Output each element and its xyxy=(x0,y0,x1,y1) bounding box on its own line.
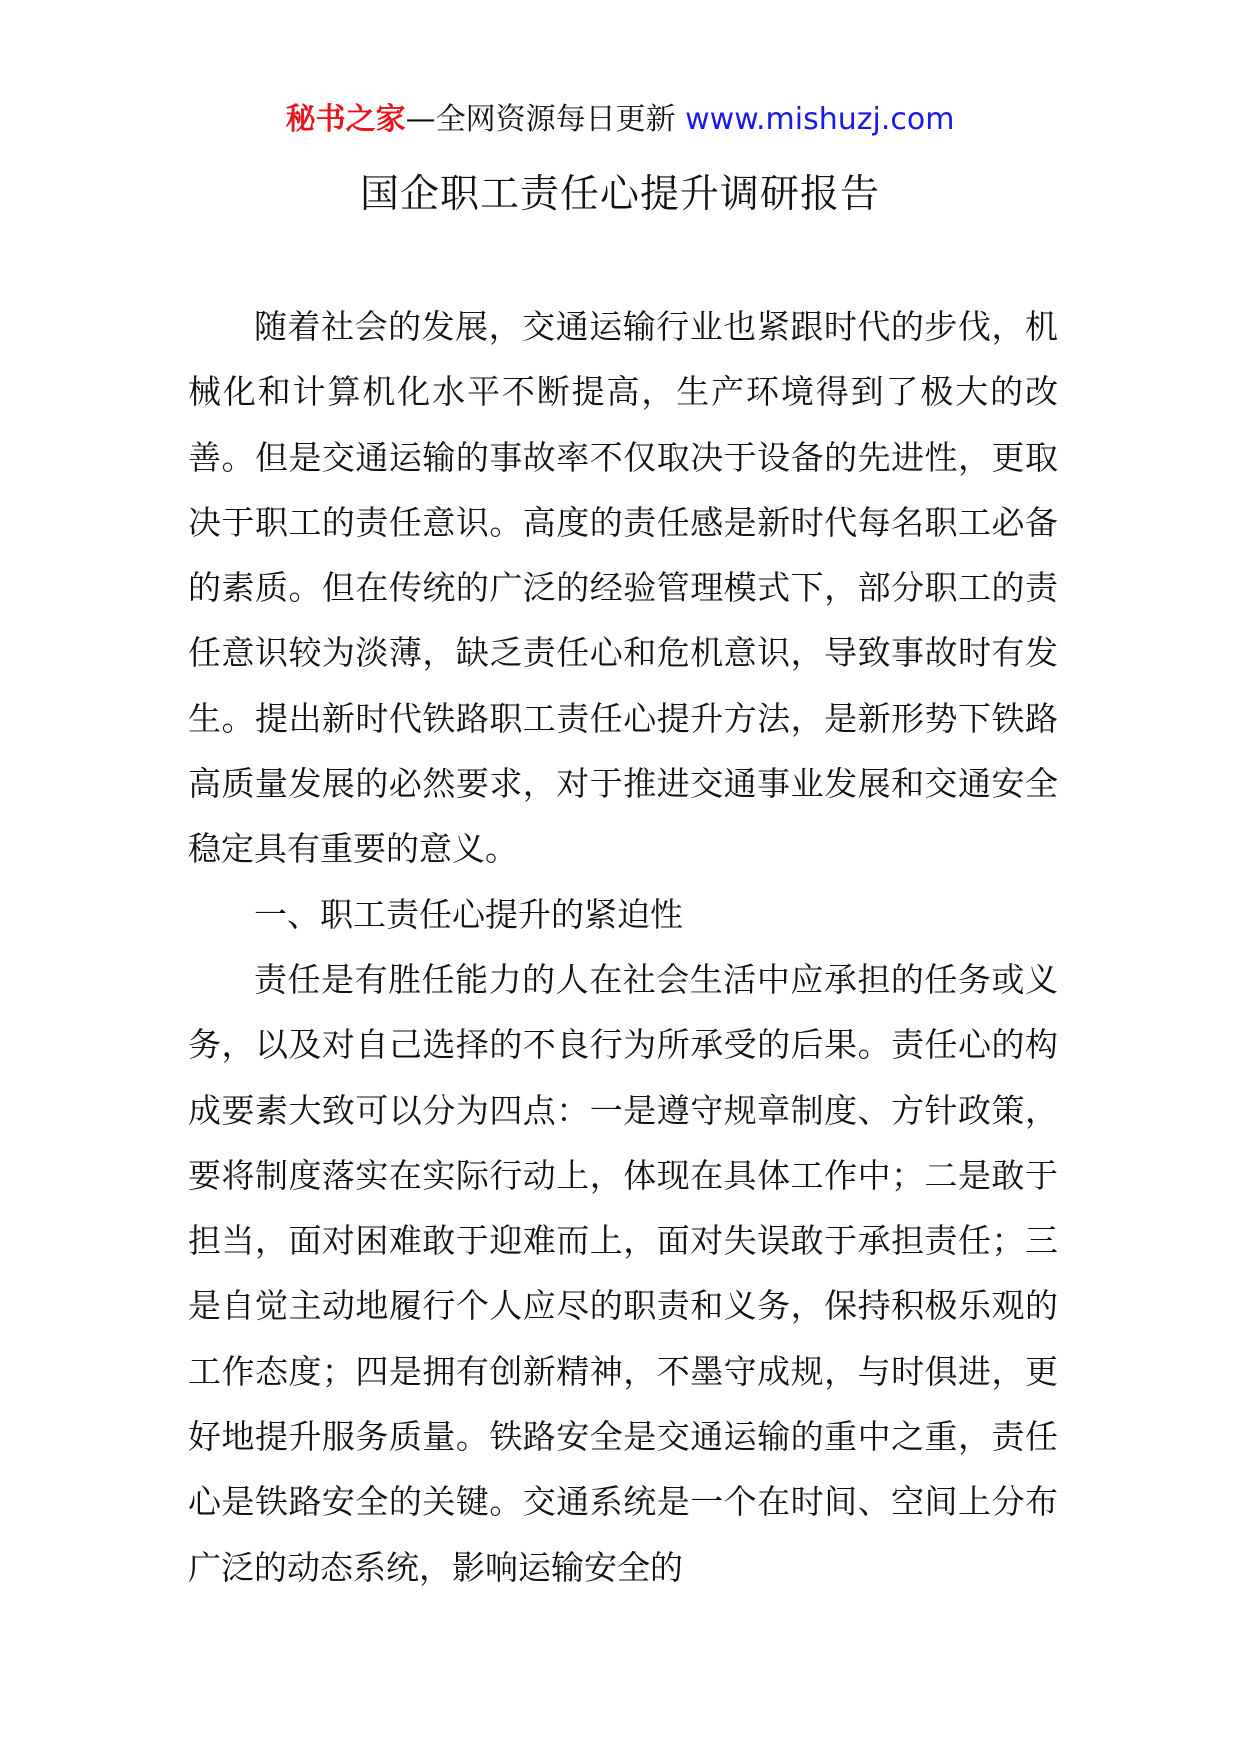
document-body xyxy=(188,294,1058,1600)
header-slogan: —全网资源每日更新 xyxy=(405,102,686,137)
section-heading-1: 一、职工责任心提升的紧迫性 xyxy=(254,894,683,934)
paragraph-intro: 随着社会的发展，交通运输行业也紧跟时代的步伐，机械化和计算机化水平不断提高，生产环境得到了极大的改善。但是交通运输的事故率不仅取决于设备的先进性，更取决于职工的责任意识。高度的责任感是新时代每名职工必备的素质。但在传统的广泛的经验管理模式下，部分职工的责任意识较为淡薄，缺乏责任心和危机意识，导致事故时有发生。提出新时代铁路职工责任心提升方法，是新形势下铁路高质量发展的必然要求，对于推进交通事业发展和交通安全稳定具有重要的意义。 xyxy=(188,307,1058,869)
brand-name: 秘书之家 xyxy=(285,102,406,137)
paragraph-section-1: 责任是有胜任能力的人在社会生活中应承担的任务或义务，以及对自己选择的不良行为所承受的后果。责任心的构成要素大致可以分为四点：一是遵守规章制度、方针政策，要将制度落实在实际行动上，体现在具体工作中；二是敢于担当，面对困难敢于迎难而上，面对失误敢于承担责任；三是自觉主动地履行个人应尽的职责和义务，保持积极乐观的工作态度；四是拥有创新精神，不墨守成规，与时俱进，更好地提升服务质量。铁路安全是交通运输的重中之重，责任心是铁路安全的关键。交通系统是一个在时间、空间上分布广泛的动态系统，影响运输安全的 xyxy=(188,959,1058,1587)
document-title: 国企职工责任心提升调研报告 xyxy=(359,172,880,217)
site-header xyxy=(0,100,1240,140)
site-url-link[interactable]: www.mishuzj.com xyxy=(685,102,955,137)
